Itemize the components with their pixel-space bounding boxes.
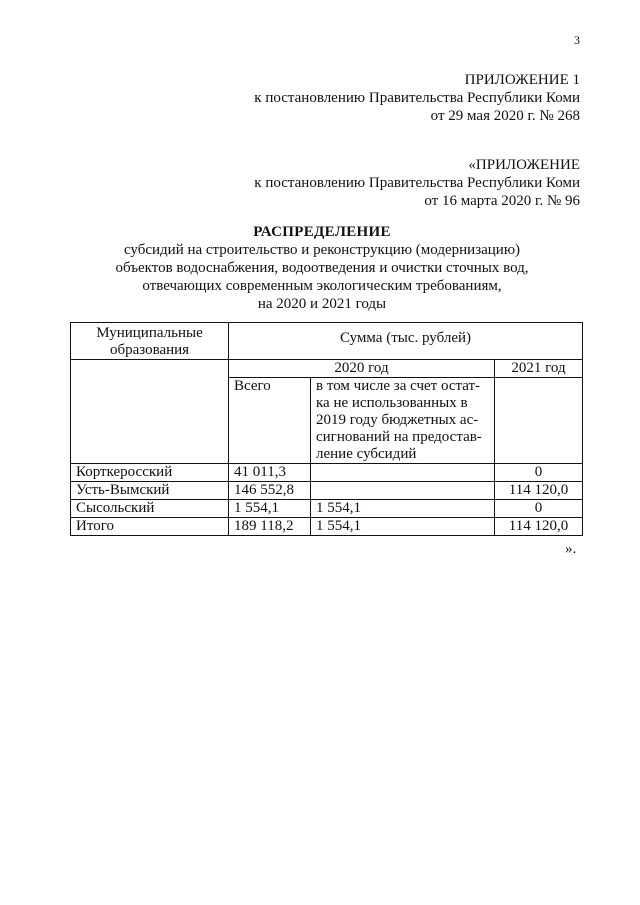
appendix-original-line1: к постановлению Правительства Республики Коми — [254, 175, 580, 191]
municipality-cell: Усть-Вымский — [71, 482, 229, 500]
appendix-current-title: ПРИЛОЖЕНИЕ 1 — [464, 72, 580, 88]
header-including-cell — [311, 378, 495, 464]
appendix-current-line1: к постановлению Правительства Республики Коми — [254, 90, 580, 106]
heading-title: РАСПРЕДЕЛЕНИЕ — [253, 224, 391, 240]
header-2020-cell — [229, 360, 495, 378]
appendix-original-title: «ПРИЛОЖЕНИЕ — [468, 157, 580, 173]
appendix-current-block — [254, 71, 580, 125]
page-number: 3 — [574, 33, 580, 47]
total-2021-cell: 114 120,0 — [495, 518, 583, 536]
heading-subtitle-line: на 2020 и 2021 годы — [257, 296, 387, 312]
table-row-total — [71, 518, 583, 536]
total-2020-cell: 41 011,3 — [229, 464, 311, 482]
heading-subtitle-line: отвечающих современным экологическим требованиям, — [142, 278, 502, 294]
municipality-cell: Сысольский — [71, 500, 229, 518]
header-including-line: 2019 году бюджетных ас- — [316, 412, 479, 428]
municipality-cell: Корткеросский — [71, 464, 229, 482]
header-municipality-cell — [71, 323, 229, 360]
total-2021-cell: 0 — [495, 464, 583, 482]
header-including-line: ка не использованных в — [316, 395, 468, 411]
heading-subtitle-line: субсидий на строительство и реконструкцию (модернизацию) — [123, 242, 521, 258]
total-2020-cell: 189 118,2 — [229, 518, 311, 536]
table-row — [71, 482, 583, 500]
header-total-label: Всего — [234, 378, 271, 394]
header-sum-cell — [229, 323, 583, 360]
total-2021-cell: 114 120,0 — [495, 482, 583, 500]
header-sum-label: Сумма (тыс. рублей) — [339, 330, 472, 346]
closing-quote-mark: ». — [565, 541, 577, 557]
table-header-row — [71, 323, 583, 360]
including-2020-cell — [311, 464, 495, 482]
including-2020-cell: 1 554,1 — [311, 518, 495, 536]
header-2021-empty-cell — [495, 378, 583, 464]
header-2021-label: 2021 год — [511, 360, 566, 376]
header-municipality-line: Муниципальные — [96, 325, 203, 341]
municipality-cell: Итого — [71, 518, 229, 536]
document-heading — [64, 223, 580, 313]
table-row — [71, 464, 583, 482]
including-2020-cell — [311, 482, 495, 500]
including-2020-cell: 1 554,1 — [311, 500, 495, 518]
heading-subtitle-line: объектов водоснабжения, водоотведения и очистки сточных вод, — [115, 260, 529, 276]
total-2020-cell: 1 554,1 — [229, 500, 311, 518]
header-municipality-line: образования — [109, 342, 190, 358]
header-including-line: в том числе за счет остат- — [316, 378, 481, 394]
appendix-current-line2: от 29 мая 2020 г. № 268 — [430, 108, 580, 124]
header-empty-cell — [71, 360, 229, 464]
header-including-line: ление субсидий — [316, 446, 417, 462]
total-2020-cell: 146 552,8 — [229, 482, 311, 500]
distribution-table — [70, 322, 583, 536]
total-2021-cell: 0 — [495, 500, 583, 518]
header-2020-label: 2020 год — [334, 360, 389, 376]
header-2021-cell — [495, 360, 583, 378]
appendix-original-block — [254, 156, 580, 210]
header-including-line: сигнований на предостав- — [316, 429, 482, 445]
table-row — [71, 500, 583, 518]
appendix-original-line2: от 16 марта 2020 г. № 96 — [424, 193, 580, 209]
table-header-row — [71, 360, 583, 378]
header-total-cell — [229, 378, 311, 464]
